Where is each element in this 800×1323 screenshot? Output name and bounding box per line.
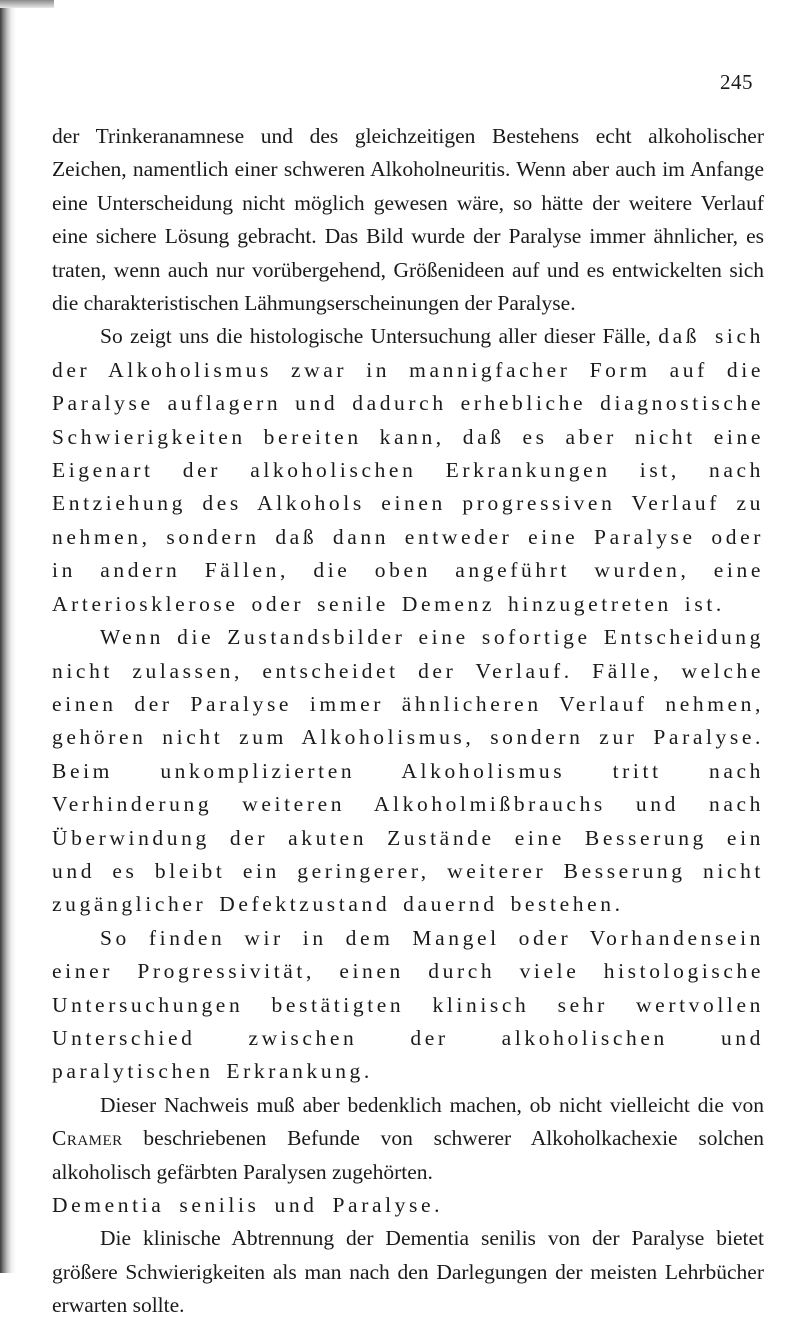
section-heading: Dementia senilis und Paralyse.: [52, 1193, 444, 1217]
paragraph-intro-text: So zeigt uns die histologische Untersuchung aller dieser Fälle,: [100, 324, 651, 349]
nachweis-text-start: Dieser Nachweis muß aber bedenklich machen, ob nicht vielleicht die von: [100, 1092, 764, 1117]
paragraph-nachweis: [52, 1089, 764, 1189]
paragraph-trinkeranamnese: der Trinkeranamnese und des gleichzeitigen Bestehens echt alkoholischer Zeichen, namentlich einer schweren Alkoholneuritis. Wenn aber auch im Anfange eine Unterscheidung nicht möglich gewesen wäre, so hätte der weitere Verlauf eine sichere Lösung gebracht. Das Bild wurde der Paralyse immer ähnlicher, es traten, wenn auch nur vorübergehend, Größenideen auf und es entwickelten sich die charakteristischen Lähmungserscheinungen der Paralyse.: [52, 124, 764, 316]
page-binding-shadow: [0, 0, 16, 1273]
paragraph-progressivitaet: So finden wir in dem Mangel oder Vorhandensein einer Progressivität, einen durch viele histologische Untersuchungen bestätigten klinisch sehr wertvollen Unterschied zwischen der alkoholischen und paralytischen Erkrankung.: [52, 925, 764, 1084]
paragraph-dementia-senilis: Die klinische Abtrennung der Dementia senilis von der Paralyse bietet größere Schwierigkeiten als man nach den Darlegungen der meisten Lehrbücher erwarten sollte.: [52, 1226, 764, 1318]
paragraph-zustandsbilder: Wenn die Zustandsbilder eine sofortige Entscheidung nicht zulassen, entscheidet der Verlauf. Fälle, welche einen der Paralyse immer ähnlicheren Verlauf nehmen, gehören nicht zum Alkoholismus, sondern zur Paralyse. Beim unkomplizierten Alkoholismus tritt nach Verhinderung weiteren Alkoholmißbrauchs und nach Überwindung der akuten Zustände eine Besserung ein und es bleibt ein geringerer, weiterer Besserung nicht zugänglicher Defektzustand dauernd bestehen.: [52, 625, 764, 917]
page-number: 245: [720, 70, 753, 94]
nachweis-text-end: beschriebenen Befunde von schwerer Alkoholkachexie solchen alkoholisch gefärbten Paralysen zugehörten.: [52, 1126, 764, 1184]
body-text: [52, 120, 764, 1323]
author-name-cramer: Cramer: [52, 1126, 123, 1151]
spaced-emphasis-text: daß sich der Alkoholismus zwar in mannigfacher Form auf die Paralyse auflagern und dadurch erhebliche diagnostische Schwierigkeiten bereiten kann, daß es aber nicht eine Eigenart der alkoholischen Erkrankungen ist, nach Entziehung des Alkohols einen progressiven Verlauf zu nehmen, sondern daß dann entweder eine Paralyse oder in andern Fällen, die oben angeführt wurden, eine Arteriosklerose oder senile Demenz hinzugetreten ist.: [52, 324, 765, 616]
paragraph-histologische-untersuchung: [52, 320, 764, 621]
scan-edge-mark: [0, 0, 54, 8]
